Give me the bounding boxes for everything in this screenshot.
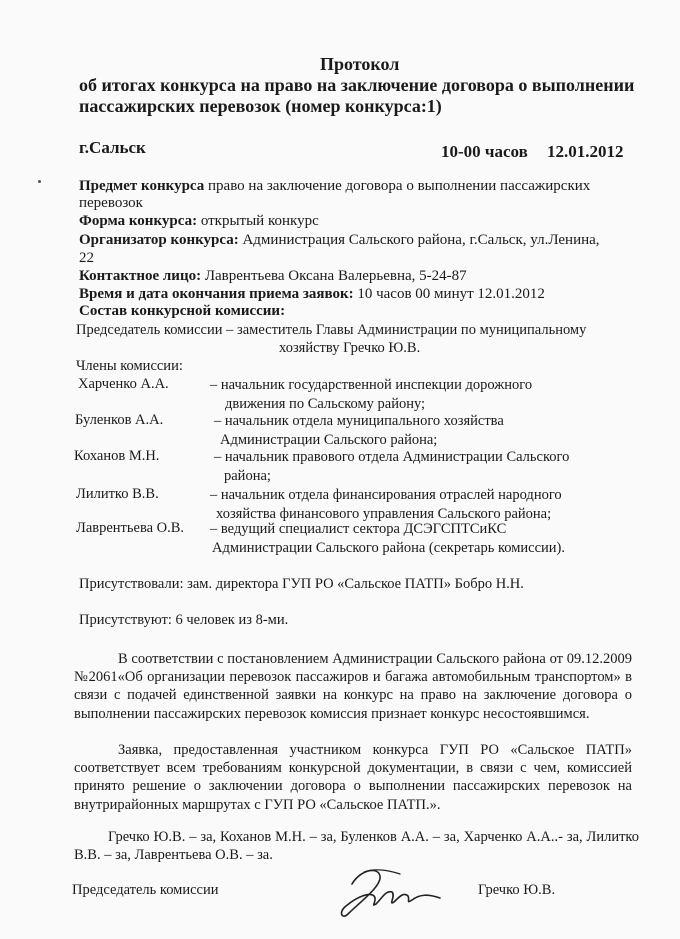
decision-paragraph-1 bbox=[74, 650, 632, 723]
member-name: Харченко А.А. bbox=[78, 376, 169, 392]
deadline-line bbox=[79, 286, 545, 303]
document-title: Протокол bbox=[320, 54, 400, 74]
paragraph-1-text: В соответствии с постановлением Администрации Сальского района от 09.12.2009 №2061«Об организации перевозок пассажиров и багажа автомобильным транспортом» в связи с подачей единственной заявки на конкурс на право на заключение договора о выполнении пассажирских перевозок комиссия признает конкурс несостоявшимся. bbox=[74, 651, 632, 722]
member-role-line: – начальник отдела финансирования отраслей народного bbox=[210, 487, 562, 503]
chairman-line-1: Председатель комиссии – заместитель Главы Администрации по муниципальному bbox=[76, 322, 587, 338]
member-role bbox=[214, 412, 504, 449]
members-label: Члены комиссии: bbox=[76, 358, 183, 374]
contact-label: Контактное лицо: bbox=[79, 268, 202, 284]
member-role bbox=[210, 486, 562, 523]
member-role bbox=[210, 376, 532, 413]
member-role-line: – начальник правового отдела Администрации Сальского bbox=[214, 449, 570, 465]
organizer-line bbox=[79, 232, 600, 249]
signer-title: Председатель комиссии bbox=[72, 882, 219, 898]
scan-speck bbox=[38, 180, 41, 183]
chairman-line-2: хозяйству Гречко Ю.В. bbox=[279, 340, 421, 356]
organizer-value-cont: 22 bbox=[79, 250, 94, 266]
time: 10-00 часов bbox=[441, 142, 528, 161]
member-role-line: района; bbox=[224, 467, 271, 484]
member-role-line: – начальник государственной инспекции дорожного bbox=[210, 377, 533, 393]
votes-text: Гречко Ю.В. – за, Коханов М.Н. – за, Буленков А.А. – за, Харченко А.А..- за, Лилитко В.В. – за, Лаврентьева О.В. – за. bbox=[74, 829, 639, 864]
form-line bbox=[79, 213, 319, 230]
member-role-line: Администрации Сальского района (секретарь комиссии). bbox=[212, 539, 566, 556]
deadline-label: Время и дата окончания приема заявок: bbox=[79, 286, 354, 302]
member-name: Лаврентьева О.В. bbox=[76, 520, 185, 536]
decision-paragraph-2 bbox=[74, 741, 632, 814]
member-role bbox=[210, 520, 565, 557]
contact-line bbox=[79, 268, 467, 285]
votes-paragraph bbox=[74, 828, 639, 864]
member-name: Коханов М.Н. bbox=[74, 448, 160, 464]
member-role bbox=[214, 448, 634, 485]
member-role-line: хозяйства финансового управления Сальского района; bbox=[216, 505, 552, 522]
subject-line bbox=[79, 178, 590, 195]
form-label: Форма конкурса: bbox=[79, 213, 198, 229]
member-role-line: Администрации Сальского района; bbox=[220, 431, 438, 448]
place: г.Сальск bbox=[79, 138, 146, 157]
present-line: Присутствуют: 6 человек из 8-ми. bbox=[79, 612, 289, 628]
member-role-line: движения по Сальскому району; bbox=[225, 395, 426, 412]
member-role-line: – ведущий специалист сектора ДСЭГСПТСиКС bbox=[210, 521, 507, 537]
organizer-value: Администрация Сальского района, г.Сальск, ул.Ленина, bbox=[238, 232, 600, 248]
member-name: Буленков А.А. bbox=[75, 412, 164, 428]
member-name: Лилитко В.В. bbox=[76, 486, 159, 502]
handwritten-signature bbox=[330, 862, 450, 927]
contact-value: Лаврентьева Оксана Валерьевна, 5-24-87 bbox=[201, 268, 467, 284]
document-subtitle-line-1: об итогах конкурса на право на заключение договора о выполнении bbox=[79, 75, 635, 95]
subject-value-cont: перевозок bbox=[79, 195, 143, 211]
subject-label: Предмет конкурса bbox=[79, 178, 205, 194]
date: 12.01.2012 bbox=[547, 142, 624, 161]
paragraph-2-text: Заявка, предоставленная участником конкурса ГУП РО «Сальское ПАТП» соответствует всем требованиям конкурсной документации, в связи с чем, комиссией принято решение о заключении договора о выполнении пассажирских перевозок на внутрирайонных маршрутах с ГУП РО «Сальское ПАТП.». bbox=[74, 742, 632, 813]
commission-label: Состав конкурсной комиссии: bbox=[79, 303, 286, 319]
subject-value: право на заключение договора о выполнении пассажирских bbox=[204, 178, 591, 194]
document-subtitle-line-2: пассажирских перевозок (номер конкурса:1) bbox=[79, 96, 442, 116]
organizer-label: Организатор конкурса: bbox=[79, 232, 239, 248]
form-value: открытый конкурс bbox=[197, 213, 319, 229]
attended-line: Присутствовали: зам. директора ГУП РО «Сальское ПАТП» Бобро Н.Н. bbox=[79, 576, 524, 592]
member-role-line: – начальник отдела муниципального хозяйства bbox=[214, 413, 504, 429]
signer-name: Гречко Ю.В. bbox=[478, 882, 556, 898]
deadline-value: 10 часов 00 минут 12.01.2012 bbox=[353, 286, 545, 302]
